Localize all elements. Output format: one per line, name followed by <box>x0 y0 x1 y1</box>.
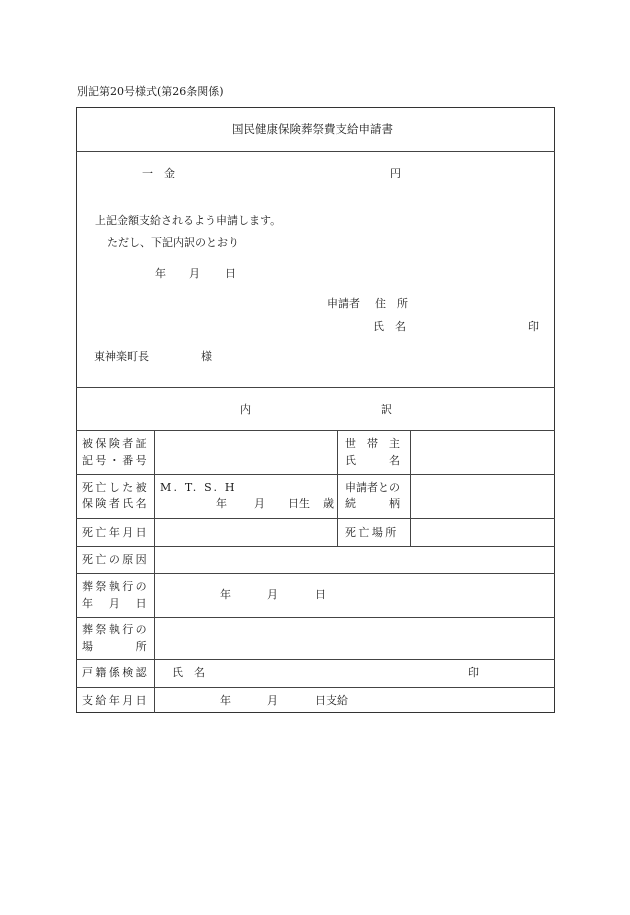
death-cause-label: 死亡の原因 <box>82 553 150 566</box>
breakdown-divider <box>76 387 555 388</box>
deceased-name-label: 死亡した被 <box>82 481 150 494</box>
birth-year-label: 年 <box>216 497 227 510</box>
householder-label: 世 帯 主 <box>345 437 400 450</box>
breakdown-note: ただし、下記内訳のとおり <box>107 236 239 249</box>
row-divider <box>76 659 555 660</box>
payment-date-label: 支給年月日 <box>82 694 150 707</box>
family-register-label: 戸籍係検認 <box>82 666 150 679</box>
row-divider <box>76 687 555 688</box>
row-divider <box>76 573 555 574</box>
deceased-name-label-line2: 保険者氏名 <box>82 497 150 510</box>
funeral-place-label-line2: 場 所 <box>82 640 150 653</box>
right-label-divider-left <box>337 430 338 546</box>
relation-label-line2: 続 柄 <box>345 497 400 510</box>
amount-unit: 円 <box>390 167 401 180</box>
age-label: 歳 <box>323 497 334 510</box>
addressee-honorific: 様 <box>201 350 212 363</box>
breakdown-header-right: 訳 <box>381 403 392 416</box>
insured-id-label-line2: 記号・番号 <box>82 454 150 467</box>
breakdown-header-left: 内 <box>240 403 251 416</box>
family-register-seal-mark: 印 <box>468 666 479 679</box>
request-statement: 上記金額支給されるよう申請します。 <box>95 214 282 227</box>
birth-day-label: 日生 <box>288 497 310 510</box>
applicant-seal-mark: 印 <box>528 320 539 333</box>
family-register-name-label: 氏 名 <box>172 666 205 679</box>
row-divider <box>76 617 555 618</box>
form-number-label: 別記第20号様式(第26条関係) <box>77 85 224 98</box>
title-divider <box>76 151 555 152</box>
row-divider <box>76 518 555 519</box>
table-header-divider <box>76 430 555 431</box>
label-column-divider <box>154 430 155 713</box>
relation-label: 申請者との <box>345 481 400 494</box>
row-divider <box>76 474 555 475</box>
form-title: 国民健康保険葬祭費支給申請書 <box>232 122 393 136</box>
application-year-label: 年 <box>155 267 166 280</box>
payment-month-label: 月 <box>267 694 278 707</box>
funeral-month-label: 月 <box>267 588 278 601</box>
addressee-name: 東神楽町長 <box>94 350 149 363</box>
right-label-divider-right <box>410 430 411 546</box>
funeral-date-label: 葬祭執行の <box>82 580 150 593</box>
applicant-name-label: 氏 名 <box>373 320 406 333</box>
amount-prefix: 一 金 <box>142 167 175 180</box>
death-date-label: 死亡年月日 <box>82 526 150 539</box>
payment-year-label: 年 <box>220 694 231 707</box>
applicant-label: 申請者 <box>327 297 360 310</box>
death-place-label: 死亡場所 <box>345 526 399 539</box>
householder-label-line2: 氏 名 <box>345 454 400 467</box>
insured-id-label: 被保険者証 <box>82 437 150 450</box>
funeral-day-label: 日 <box>315 588 326 601</box>
row-divider <box>76 546 555 547</box>
birth-month-label: 月 <box>254 497 265 510</box>
birth-era-options: M. T. S. H <box>160 481 237 494</box>
funeral-date-label-line2: 年 月 日 <box>82 597 150 610</box>
payment-day-label: 日支給 <box>315 694 348 707</box>
funeral-place-label: 葬祭執行の <box>82 623 150 636</box>
application-day-label: 日 <box>225 267 236 280</box>
application-month-label: 月 <box>189 267 200 280</box>
funeral-year-label: 年 <box>220 588 231 601</box>
applicant-address-label: 住 所 <box>375 297 408 310</box>
